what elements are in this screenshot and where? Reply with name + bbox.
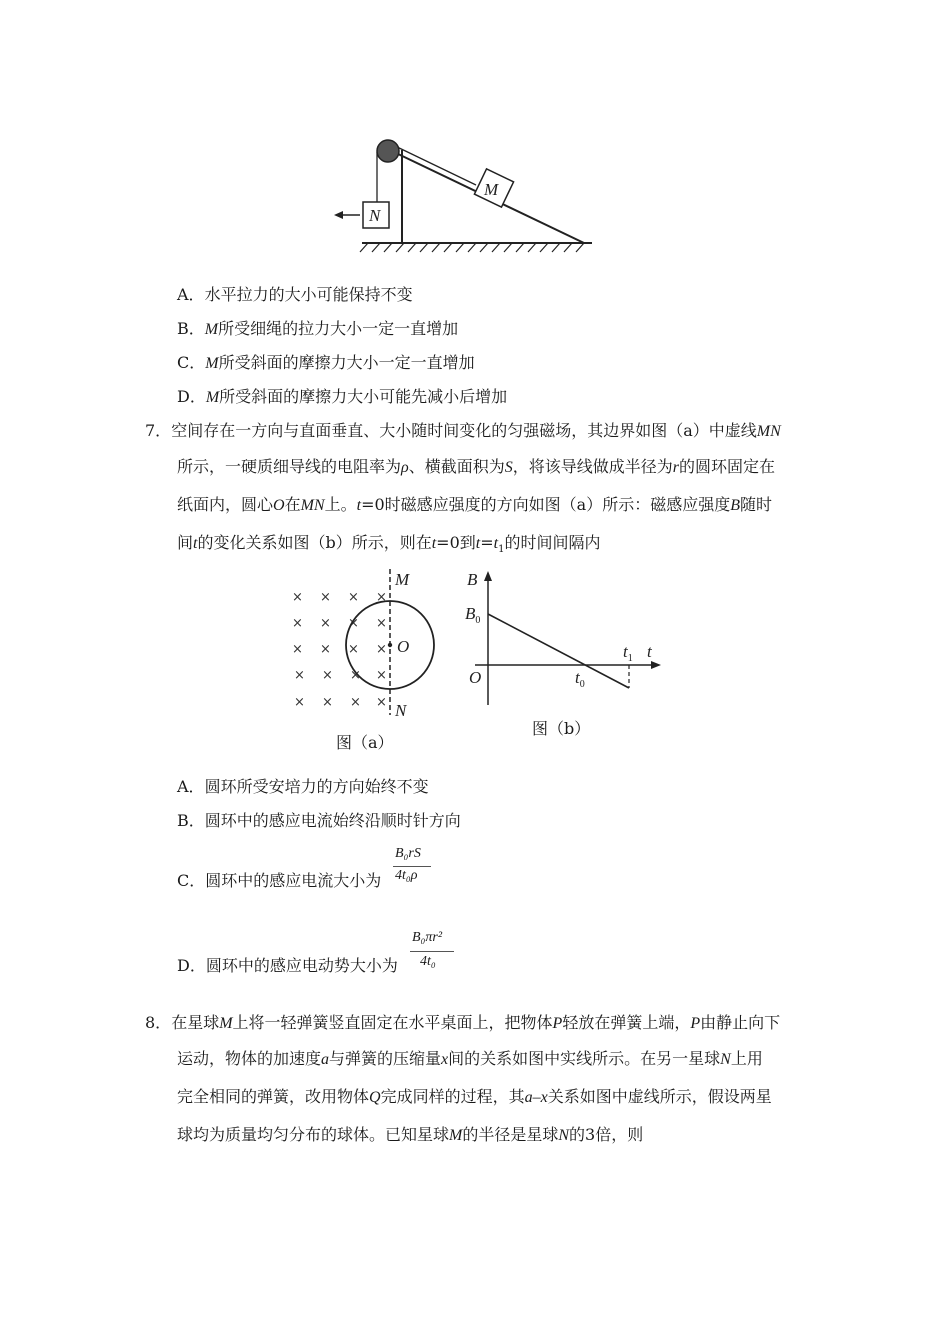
stem-variable: a [321,1051,330,1068]
stem-text: 完全相同的弹簧，改用物体 [177,1087,370,1106]
stem-variable: t [475,535,481,552]
stem-variable: t [431,535,437,552]
B-t-line [488,614,629,688]
stem-variable: t [356,497,362,514]
question-number: 7． [145,421,172,440]
stem-variable: N [558,1127,570,1144]
stem-text: 所示，一硬质细导线的电阻率为 [177,457,402,476]
fraction-denominator: 4t₀ρ [395,868,418,883]
label-M: M [395,570,410,589]
stem-text: 、横截面积为 [408,457,505,476]
option-letter: C． [177,871,206,890]
option-text: 圆环所受安培力的方向始终不变 [204,777,429,796]
stem-subscript: 1 [498,544,505,556]
option-letter: D． [177,387,206,406]
stem-text: 在 [284,495,301,514]
option-variable: M [205,389,220,406]
fraction-bar [393,866,431,867]
svg-text:×: × [350,668,361,683]
fraction-denominator: 4t₀ [420,954,436,969]
stem-text: 空间存在一方向与直面垂直、大小随时间变化的匀强磁场，其边界如图（a）中虚线 [171,421,757,440]
label-t-axis: t [647,642,652,661]
q7-stem-line-1 [145,420,781,443]
q7-option-a [177,776,429,798]
stem-text: 间的关系如图中实线所示。在另一星球 [448,1049,721,1068]
option-letter: C． [177,353,206,372]
stem-text: 随时 [739,495,772,514]
figure-a-caption: 图（a） [336,733,394,752]
rope-to-M [393,145,476,185]
stem-text: =0时磁感应强度的方向如图（a）所示：磁感应强度 [361,495,731,514]
stem-text: =0到 [436,533,476,552]
svg-text:×: × [350,695,361,710]
figure-a-magnetic-field [280,565,480,755]
svg-text:×: × [376,616,387,631]
fraction-numerator: B₀rS [395,846,421,861]
svg-text:×: × [348,616,359,631]
option-text: 圆环中的感应电流始终沿顺时针方向 [204,811,461,830]
q7-stem-line-4 [177,532,600,561]
q7-stem-line-2 [177,456,775,479]
stem-variable: t [193,535,198,552]
center-O-dot [388,643,392,647]
label-B0: $B_0$ [465,604,481,626]
stem-variable: MN [756,423,781,440]
stem-variable: M [449,1127,463,1144]
stem-text: 上将一轻弹簧竖直固定在水平桌面上，把物体 [232,1013,553,1032]
stem-text: 上。 [324,495,357,514]
figure-b-caption: 图（b） [532,719,591,738]
q8-stem-line-1 [145,1012,780,1035]
stem-variable: a–x [524,1089,548,1106]
option-variable: M [205,355,219,372]
stem-text: 的圆环固定在 [678,457,775,476]
option-text: 所受斜面的摩擦力大小一定一直增加 [218,353,475,372]
svg-text:×: × [348,590,359,605]
stem-text: 纸面内，圆心 [177,495,274,514]
stem-variable: x [441,1051,449,1068]
q8-stem-line-3 [177,1086,772,1109]
svg-text:×: × [322,668,333,683]
fraction-numerator: B₀πr² [412,930,443,945]
stem-text: 间 [177,533,194,552]
q7-option-c-fraction [393,846,433,886]
option-text: 圆环中的感应电流大小为 [205,871,382,890]
label-O: O [397,637,410,656]
label-B: B [467,570,478,589]
stem-text: 轻放在弹簧上端， [562,1013,691,1032]
option-text: 所受斜面的摩擦力大小可能先减小后增加 [219,387,508,406]
option-letter: D． [177,956,206,975]
stem-variable: P [690,1015,701,1032]
stem-text: 上用 [730,1049,763,1068]
y-axis-arrow-icon [484,571,492,581]
stem-text: 球均为质量均匀分布的球体。已知星球 [177,1125,450,1144]
svg-text:×: × [292,642,303,657]
svg-text:×: × [294,695,305,710]
q6-option-b [177,318,458,341]
stem-text: 运动，物体的加速度 [177,1049,322,1068]
svg-text:×: × [294,668,305,683]
cross-grid [292,590,387,710]
stem-variable: ρ [401,459,409,476]
stem-text: 的3倍，则 [569,1125,644,1144]
stem-variable: t [493,535,499,552]
option-text: 圆环中的感应电动势大小为 [205,956,398,975]
ground-hatching [360,243,584,252]
block-N-label: N [369,206,381,225]
svg-text:×: × [320,590,331,605]
option-letter: A． [177,777,205,796]
q7-option-d [177,955,398,977]
svg-text:×: × [292,590,303,605]
svg-text:×: × [376,668,387,683]
stem-variable: S [504,459,513,476]
option-letter: A． [177,285,205,304]
q8-stem-line-2 [177,1048,763,1071]
label-N: N [395,701,407,720]
stem-text: 的半径是星球 [462,1125,559,1144]
q6-option-a [177,284,413,306]
block-M-label: M [484,180,499,199]
stem-variable: P [552,1015,563,1032]
svg-text:×: × [376,695,387,710]
stem-variable: MN [300,497,325,514]
stem-variable: N [720,1051,731,1068]
pulley [377,140,399,162]
q6-option-d [177,386,507,409]
stem-text: 完成同样的过程，其 [380,1087,525,1106]
pull-arrow-icon [334,211,343,219]
option-text: 所受细绳的拉力大小一定一直增加 [218,319,459,338]
label-t1: $t_1$ [623,642,633,664]
stem-variable: B [730,497,740,514]
stem-text: 在星球 [171,1013,220,1032]
stem-variable: M [219,1015,233,1032]
incline-pulley-figure [0,0,950,270]
svg-text:×: × [322,695,333,710]
q7-option-c [177,870,381,892]
svg-text:×: × [292,616,303,631]
stem-text: ，将该导线做成半径为 [512,457,673,476]
stem-variable: Q [369,1089,381,1106]
svg-text:×: × [320,616,331,631]
stem-text: 的时间间隔内 [504,533,601,552]
label-t0: $t_0$ [575,668,585,690]
label-O: O [469,668,482,687]
stem-text: 由静止向下 [700,1013,781,1032]
stem-variable: r [672,459,679,476]
q7-option-b [177,810,461,832]
svg-text:×: × [376,642,387,657]
fraction-bar [410,951,454,952]
option-letter: B． [177,811,205,830]
q6-option-c [177,352,475,375]
svg-text:×: × [348,642,359,657]
q7-option-d-fraction [410,930,456,974]
stem-text: = [480,533,494,552]
svg-text:×: × [376,590,387,605]
option-text: 水平拉力的大小可能保持不变 [204,285,413,304]
x-axis-arrow-icon [651,661,661,669]
svg-text:×: × [320,642,331,657]
stem-text: 的变化关系如图（b）所示，则在 [197,533,432,552]
figure-b-B-t-graph [455,565,675,725]
question-number: 8． [145,1013,172,1032]
q7-stem-line-3 [177,494,772,517]
stem-text: 关系如图中虚线所示，假设两星 [547,1087,772,1106]
stem-variable: O [273,497,285,514]
stem-text: 与弹簧的压缩量 [329,1049,442,1068]
option-variable: M [204,321,219,338]
q8-stem-line-4 [177,1124,643,1147]
option-letter: B． [177,319,205,338]
